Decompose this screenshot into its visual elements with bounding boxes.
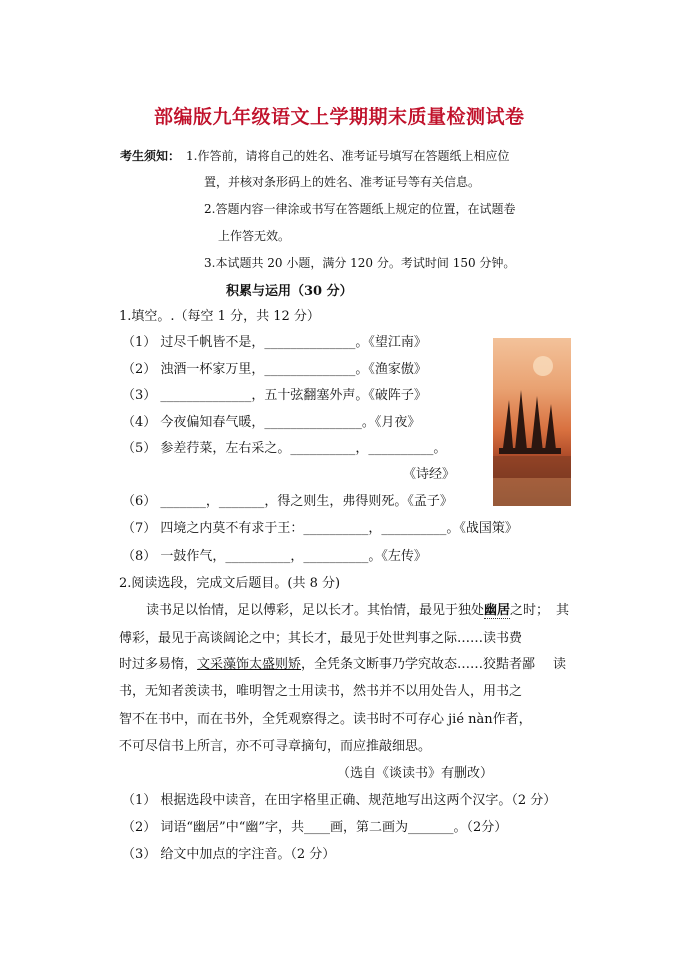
q1-item-5: （5） 参差荇菜，左右采之。__________，__________。: [122, 441, 447, 456]
q2-subquestion-1: （1） 根据选段中读音，在田字格里正确、规范地写出这两个汉字。（2 分）: [122, 793, 557, 808]
notice-line-3: 2.答题内容一律涂或书写在答题纸上规定的位置，在试题卷: [204, 202, 516, 216]
passage-line-3: [119, 658, 535, 671]
passage-line-5: 智不在书中，而在书外，全凭观察得之。读书时不可存心 jié nàn作者，: [119, 712, 532, 727]
q2-subquestion-3: （3） 给文中加点的字注音。（2 分）: [122, 847, 336, 862]
q1-item-8: （8） 一鼓作气，__________，__________。《左传》: [122, 549, 427, 564]
notice-line-2: 置，并核对条形码上的姓名、准考证号等有关信息。: [204, 175, 481, 189]
passage-underlined-phrase: 文采藻饰太盛则矫: [197, 657, 302, 672]
q1-item-2: （2） 浊酒一杯家万里，______________。《渔家傲》: [122, 362, 427, 377]
notice-label: 考生须知：: [120, 149, 181, 163]
section-heading: 积累与运用（30 分）: [226, 284, 353, 299]
sailboat-sunset-image: [493, 338, 571, 506]
passage-line-3-d: 读: [553, 657, 567, 672]
passage-line-6: 不可尽信书上所言，亦不可寻章摘句，而应推敲细思。: [119, 739, 432, 754]
passage-dotted-word: 幽居: [484, 603, 511, 618]
q1-item-4: （4） 今夜偏知春气暖，_______________。《月夜》: [122, 415, 421, 430]
passage-line-3-c: ，全凭条文断事乃学究故态……狡黠者鄙: [301, 657, 536, 672]
question-2-heading: 2.阅读选段，完成文后题目。(共 8 分): [119, 576, 341, 591]
q1-item-1: （1） 过尽千帆皆不是，______________。《望江南》: [122, 335, 427, 350]
notice-line-5: 3.本试题共 20 小题，满分 120 分。考试时间 150 分钟。: [204, 256, 516, 270]
q2-subquestion-2: （2） 词语“幽居”中“幽”字，共____画，第二画为_______。（2分）: [122, 820, 508, 835]
q1-item-6: （6） _______，_______，得之则生，弗得则死。《孟子》: [122, 494, 453, 509]
passage-line-1-c: 之时；: [510, 603, 550, 618]
q1-item-5-source: 《诗经》: [403, 467, 456, 482]
exam-title: 部编版九年级语文上学期期末质量检测试卷: [154, 106, 525, 128]
passage-line-1-a: 读书足以怡情，足以傅彩，足以长才。其怡情，最见于独处: [146, 603, 485, 618]
passage-line-1-d: 其: [556, 603, 570, 618]
question-1-heading: 1.填空。.（每空 1 分，共 12 分）: [119, 309, 320, 324]
passage-line-4: 书，无知者羡读书，唯明智之士用读书，然书并不以用处告人，用书之: [119, 684, 523, 699]
passage-line-1: [146, 604, 549, 617]
passage-line-3-a: 时过多易惰，: [119, 657, 198, 672]
notice-line-1: 1.作答前，请将自己的姓名、准考证号填写在答题纸上相应位: [186, 149, 510, 163]
passage-source: （选自《谈读书》有删改）: [337, 766, 494, 781]
q1-item-7: （7） 四境之内莫不有求于王：__________，__________。《战国策》: [122, 521, 518, 536]
passage-line-2: 傅彩，最见于高谈阔论之中；其长才，最见于处世判事之际……读书费: [119, 631, 523, 646]
notice-line-4: 上作答无效。: [218, 229, 291, 243]
q1-item-3: （3） ______________，五十弦翻塞外声。《破阵子》: [122, 388, 427, 403]
